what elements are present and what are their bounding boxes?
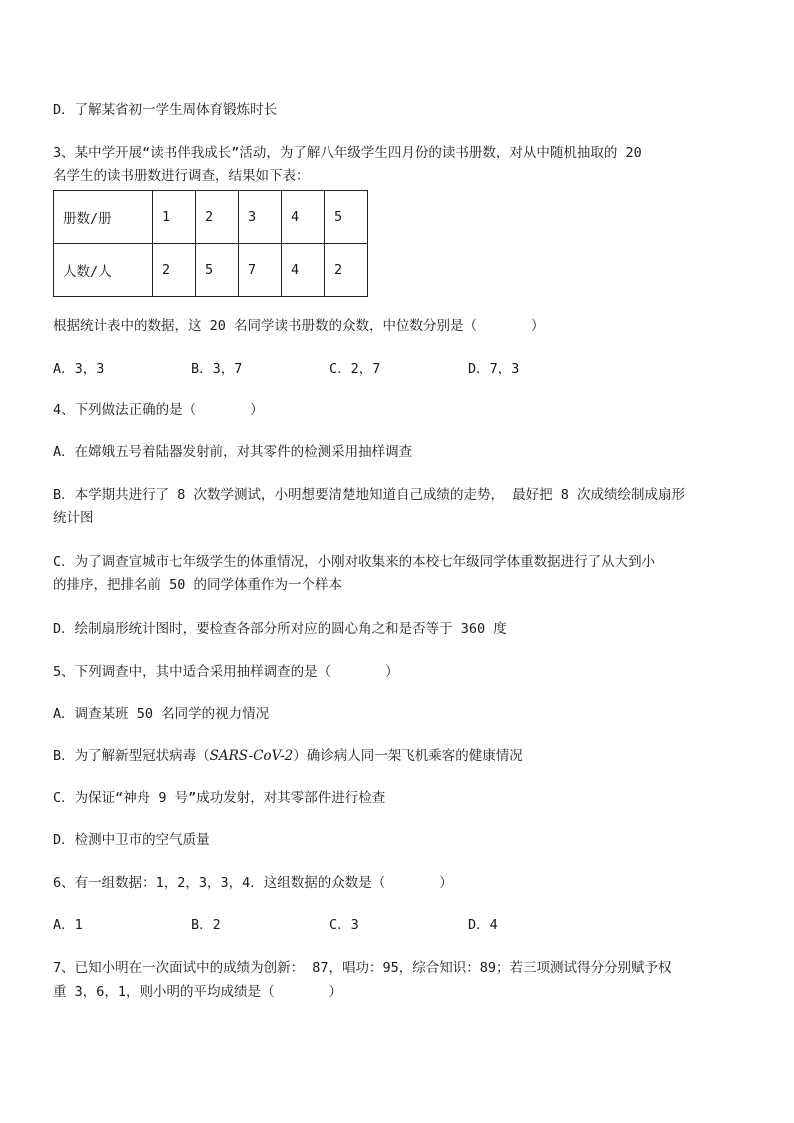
q6-options	[53, 915, 653, 935]
q6-option-b: B．2	[191, 917, 221, 933]
q3-question: 根据统计表中的数据，这 20 名同学读书册数的众数，中位数分别是（ ）	[53, 318, 545, 334]
table-cell: 4	[282, 244, 325, 297]
q3-options	[53, 359, 653, 379]
q5-option-d: D．检测中卫市的空气质量	[53, 832, 210, 848]
q6-option-c: C．3	[329, 917, 359, 933]
q4-option-b-line2: 统计图	[53, 510, 94, 526]
q3-stem-line2: 名学生的读书册数进行调查，结果如下表：	[53, 168, 310, 184]
table-cell: 2	[325, 244, 368, 297]
table-row	[54, 191, 368, 244]
q5-option-b-suffix: ）确诊病人同一架飞机乘客的健康情况	[293, 748, 523, 764]
q6-option-a: A．1	[53, 917, 83, 933]
q4-option-c-line2: 的排序，把排名前 50 的同学体重作为一个样本	[53, 577, 343, 593]
q3-option-d: D．7，3	[468, 361, 520, 377]
table-cell: 4	[282, 191, 325, 244]
q5-option-a: A．调查某班 50 名同学的视力情况	[53, 706, 270, 722]
table-row	[54, 244, 368, 297]
table-cell: 3	[239, 191, 282, 244]
q7-stem-line1: 7、已知小明在一次面试中的成绩为创新： 87，唱功：95，综合知识：89；若三项测试得分分别赋予权	[53, 960, 672, 976]
q4-option-a: A．在嫦娥五号着陆器发射前，对其零件的检测采用抽样调查	[53, 444, 413, 460]
q5-stem: 5、下列调查中，其中适合采用抽样调查的是（ ）	[53, 664, 399, 680]
reading-stats-table	[53, 190, 368, 297]
q3-stem-line1: 3、某中学开展“读书伴我成长”活动，为了解八年级学生四月份的读书册数，对从中随机抽取的 20	[53, 145, 642, 161]
q4-option-c-line1: C．为了调查宣城市七年级学生的体重情况，小刚对收集来的本校七年级同学体重数据进行了从大到小	[53, 554, 656, 570]
table-cell: 2	[153, 244, 196, 297]
table-cell: 2	[196, 191, 239, 244]
table-row-label: 册数/册	[54, 191, 153, 244]
table-cell: 1	[153, 191, 196, 244]
virus-name: SARS-CoV-2	[209, 748, 294, 764]
q7-stem-line2: 重 3，6，1，则小明的平均成绩是（ ）	[53, 984, 343, 1000]
q6-option-d: D．4	[468, 917, 498, 933]
table-row-label: 人数/人	[54, 244, 153, 297]
q5-option-b	[53, 746, 523, 766]
q5-option-c: C．为保证“神舟 9 号”成功发射，对其零部件进行检查	[53, 790, 386, 806]
q4-stem: 4、下列做法正确的是（ ）	[53, 402, 264, 418]
q4-option-d: D．绘制扇形统计图时，要检查各部分所对应的圆心角之和是否等于 360 度	[53, 621, 507, 637]
q2-option-d: D．了解某省初一学生周体育锻炼时长	[53, 102, 278, 118]
table-cell: 5	[196, 244, 239, 297]
table-cell: 7	[239, 244, 282, 297]
q3-option-c: C．2，7	[329, 361, 381, 377]
table-cell: 5	[325, 191, 368, 244]
q4-option-b-line1: B．本学期共进行了 8 次数学测试，小明想要清楚地知道自己成绩的走势， 最好把 8 次成绩绘制成扇形	[53, 487, 686, 503]
q6-stem: 6、有一组数据：1，2，3，3，4．这组数据的众数是（ ）	[53, 875, 453, 891]
q3-option-a: A．3，3	[53, 361, 105, 377]
q5-option-b-prefix: B．为了解新型冠状病毒（	[53, 748, 210, 764]
q3-option-b: B．3，7	[191, 361, 243, 377]
